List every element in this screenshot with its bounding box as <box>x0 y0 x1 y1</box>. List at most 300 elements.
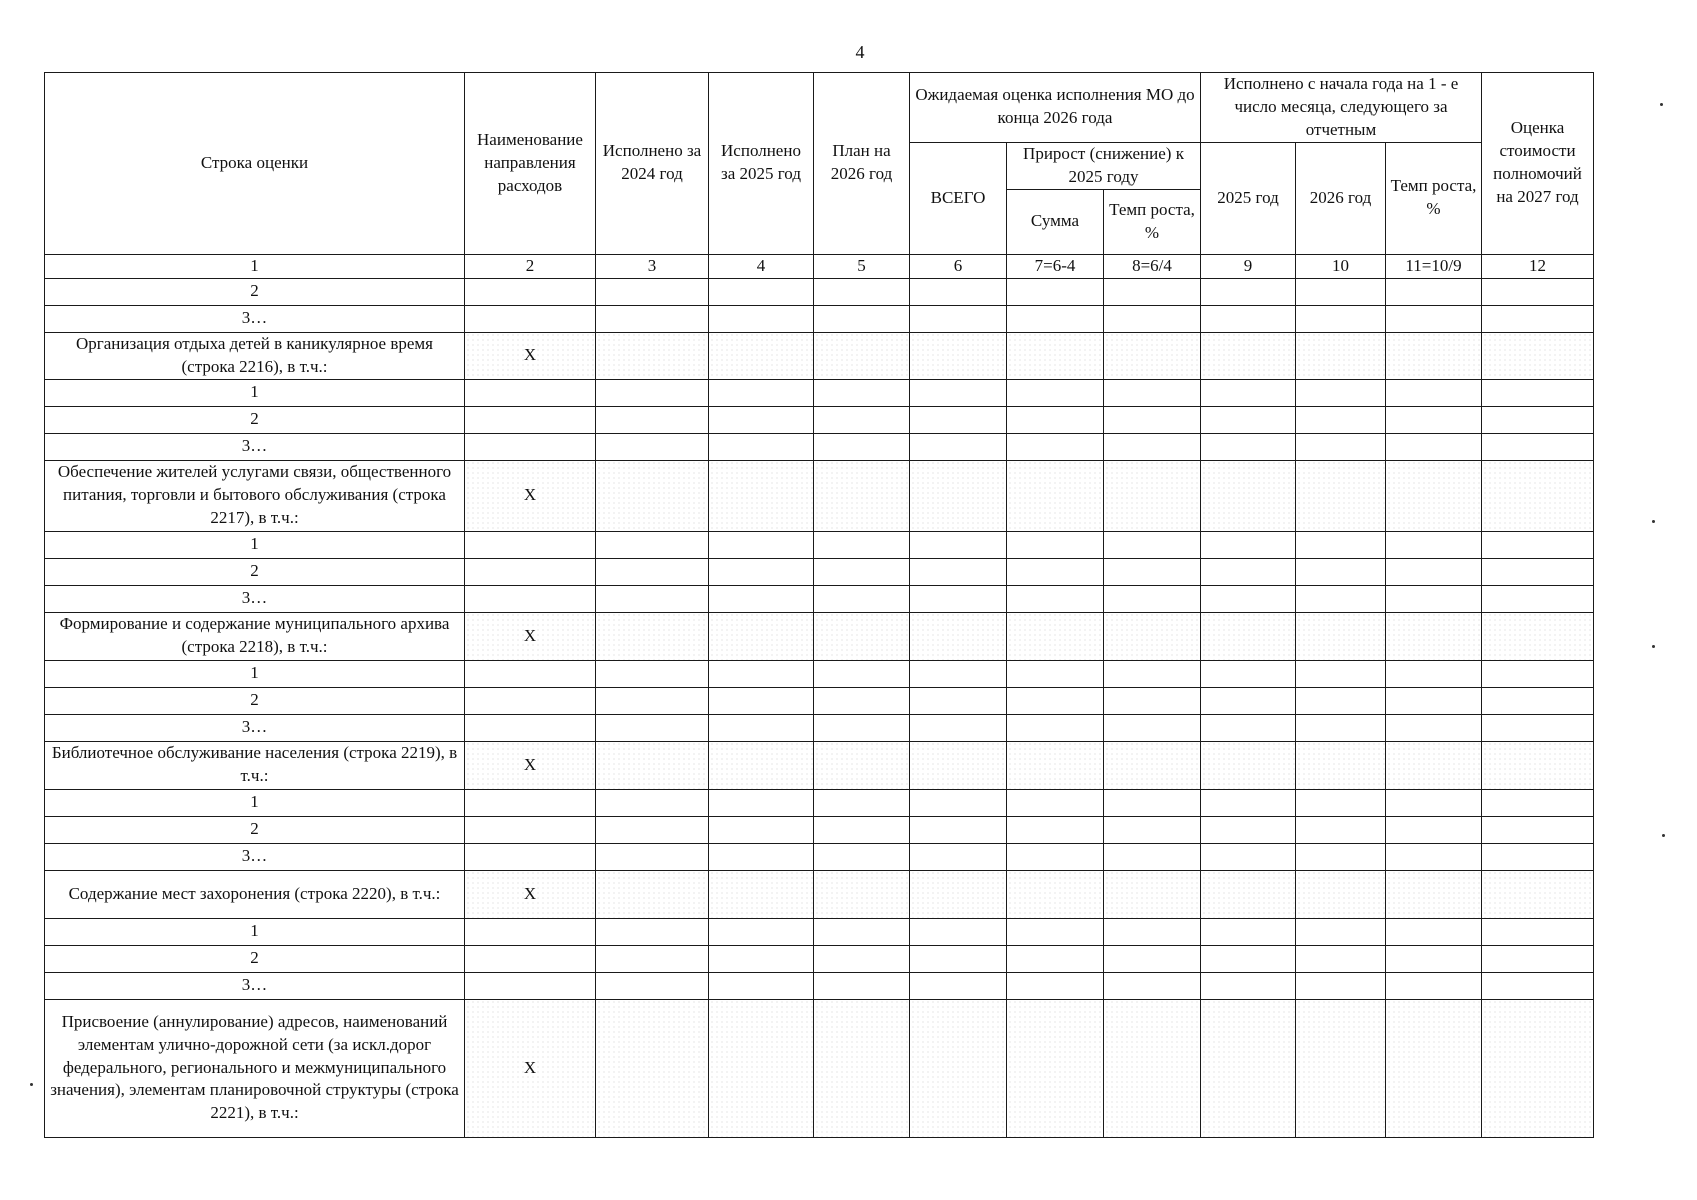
column-number: 3 <box>596 254 709 278</box>
value-cell <box>1482 789 1594 816</box>
value-cell <box>1007 612 1104 660</box>
sub-row-number: 2 <box>45 945 465 972</box>
value-cell <box>910 789 1007 816</box>
section-row <box>45 612 1594 660</box>
value-cell <box>1296 714 1386 741</box>
value-cell <box>910 612 1007 660</box>
value-cell <box>1201 406 1296 433</box>
section-label: Формирование и содержание муниципального архива (строка 2218), в т.ч.: <box>45 612 465 660</box>
value-cell <box>596 278 709 305</box>
value-cell <box>1104 816 1201 843</box>
header-growth-group: Прирост (снижение) к 2025 году <box>1007 142 1201 189</box>
value-cell <box>1482 741 1594 789</box>
direction-mark <box>465 585 596 612</box>
value-cell <box>1104 612 1201 660</box>
value-cell <box>1296 870 1386 918</box>
value-cell <box>1296 406 1386 433</box>
value-cell <box>709 332 814 379</box>
sub-row-number: 3… <box>45 843 465 870</box>
value-cell <box>596 870 709 918</box>
value-cell <box>814 843 910 870</box>
value-cell <box>814 278 910 305</box>
value-cell <box>596 531 709 558</box>
direction-mark <box>465 660 596 687</box>
value-cell <box>709 741 814 789</box>
value-cell <box>1007 918 1104 945</box>
sub-row-number: 1 <box>45 379 465 406</box>
section-row <box>45 332 1594 379</box>
value-cell <box>1482 870 1594 918</box>
value-cell <box>1386 332 1482 379</box>
value-cell <box>1007 843 1104 870</box>
value-cell <box>1104 741 1201 789</box>
header-exec-2025: Исполнено за 2025 год <box>709 73 814 255</box>
value-cell <box>1296 531 1386 558</box>
sub-row <box>45 278 1594 305</box>
value-cell <box>1201 714 1296 741</box>
value-cell <box>910 816 1007 843</box>
value-cell <box>814 379 910 406</box>
value-cell <box>1201 972 1296 999</box>
direction-mark <box>465 531 596 558</box>
value-cell <box>1296 305 1386 332</box>
value-cell <box>596 305 709 332</box>
value-cell <box>1007 870 1104 918</box>
value-cell <box>596 612 709 660</box>
value-cell <box>1104 843 1201 870</box>
direction-mark <box>465 972 596 999</box>
value-cell <box>1386 714 1482 741</box>
value-cell <box>1482 379 1594 406</box>
value-cell <box>1201 278 1296 305</box>
sub-row <box>45 918 1594 945</box>
header-row-label: Строка оценки <box>45 73 465 255</box>
header-direction: Наименование направления расходов <box>465 73 596 255</box>
value-cell <box>1296 460 1386 531</box>
sub-row-number: 3… <box>45 585 465 612</box>
column-number: 10 <box>1296 254 1386 278</box>
value-cell <box>1296 433 1386 460</box>
value-cell <box>1201 379 1296 406</box>
value-cell <box>1296 585 1386 612</box>
value-cell <box>1007 278 1104 305</box>
value-cell <box>1386 585 1482 612</box>
sub-row <box>45 945 1594 972</box>
direction-mark <box>465 406 596 433</box>
value-cell <box>1296 918 1386 945</box>
value-cell <box>1007 945 1104 972</box>
value-cell <box>1007 714 1104 741</box>
value-cell <box>910 531 1007 558</box>
value-cell <box>709 460 814 531</box>
value-cell <box>814 433 910 460</box>
value-cell <box>814 816 910 843</box>
value-cell <box>1296 687 1386 714</box>
sub-row <box>45 585 1594 612</box>
sub-row-number: 2 <box>45 687 465 714</box>
sub-row-number: 1 <box>45 531 465 558</box>
value-cell <box>1296 741 1386 789</box>
value-cell <box>1386 278 1482 305</box>
value-cell <box>1104 870 1201 918</box>
section-label: Обеспечение жителей услугами связи, общественного питания, торговли и бытового обслуживания (строка 2217), в т.ч.: <box>45 460 465 531</box>
section-row <box>45 460 1594 531</box>
value-cell <box>709 278 814 305</box>
direction-mark: Х <box>465 332 596 379</box>
value-cell <box>1386 660 1482 687</box>
sub-row <box>45 305 1594 332</box>
sub-row-number: 1 <box>45 660 465 687</box>
value-cell <box>814 585 910 612</box>
sub-row <box>45 816 1594 843</box>
sub-row <box>45 531 1594 558</box>
value-cell <box>709 585 814 612</box>
value-cell <box>1104 433 1201 460</box>
value-cell <box>1296 999 1386 1137</box>
value-cell <box>709 714 814 741</box>
value-cell <box>596 406 709 433</box>
value-cell <box>709 918 814 945</box>
value-cell <box>814 999 910 1137</box>
header-sum: Сумма <box>1007 189 1104 254</box>
value-cell <box>1386 999 1482 1137</box>
value-cell <box>1007 585 1104 612</box>
section-label: Присвоение (аннулирование) адресов, наименований элементам улично-дорожной сети (за искл.дорог федерального, регионального и межмуниципального значения), элементам планировочной структуры (строка 2221), в т.ч.: <box>45 999 465 1137</box>
column-number: 4 <box>709 254 814 278</box>
value-cell <box>709 379 814 406</box>
direction-mark <box>465 714 596 741</box>
value-cell <box>1386 687 1482 714</box>
value-cell <box>814 714 910 741</box>
value-cell <box>1007 816 1104 843</box>
direction-mark: Х <box>465 460 596 531</box>
value-cell <box>910 379 1007 406</box>
value-cell <box>1296 843 1386 870</box>
value-cell <box>1386 558 1482 585</box>
value-cell <box>1007 332 1104 379</box>
section-label: Содержание мест захоронения (строка 2220), в т.ч.: <box>45 870 465 918</box>
column-number: 12 <box>1482 254 1594 278</box>
value-cell <box>814 870 910 918</box>
value-cell <box>1104 999 1201 1137</box>
section-label: Организация отдыха детей в каникулярное время (строка 2216), в т.ч.: <box>45 332 465 379</box>
value-cell <box>1482 278 1594 305</box>
value-cell <box>1386 972 1482 999</box>
sub-row-number: 1 <box>45 789 465 816</box>
value-cell <box>1386 531 1482 558</box>
value-cell <box>1386 843 1482 870</box>
value-cell <box>1482 558 1594 585</box>
value-cell <box>910 585 1007 612</box>
value-cell <box>1007 379 1104 406</box>
value-cell <box>910 433 1007 460</box>
header-ytd-2025: 2025 год <box>1201 142 1296 254</box>
value-cell <box>709 816 814 843</box>
column-number-row <box>45 254 1594 278</box>
value-cell <box>814 332 910 379</box>
value-cell <box>1104 660 1201 687</box>
value-cell <box>1104 332 1201 379</box>
header-rate: Темп роста, % <box>1104 189 1201 254</box>
value-cell <box>709 789 814 816</box>
value-cell <box>1104 687 1201 714</box>
sub-row-number: 1 <box>45 918 465 945</box>
column-number: 11=10/9 <box>1386 254 1482 278</box>
value-cell <box>1296 379 1386 406</box>
section-label: Библиотечное обслуживание населения (строка 2219), в т.ч.: <box>45 741 465 789</box>
direction-mark <box>465 379 596 406</box>
value-cell <box>1007 660 1104 687</box>
value-cell <box>1007 433 1104 460</box>
sub-row <box>45 789 1594 816</box>
value-cell <box>596 379 709 406</box>
value-cell <box>596 843 709 870</box>
column-number: 1 <box>45 254 465 278</box>
value-cell <box>709 687 814 714</box>
value-cell <box>1104 972 1201 999</box>
value-cell <box>814 660 910 687</box>
direction-mark <box>465 843 596 870</box>
value-cell <box>1482 816 1594 843</box>
value-cell <box>709 433 814 460</box>
value-cell <box>910 714 1007 741</box>
value-cell <box>1482 945 1594 972</box>
sub-row-number: 2 <box>45 558 465 585</box>
value-cell <box>1201 918 1296 945</box>
value-cell <box>1104 945 1201 972</box>
value-cell <box>910 278 1007 305</box>
value-cell <box>910 945 1007 972</box>
column-number: 6 <box>910 254 1007 278</box>
value-cell <box>1201 789 1296 816</box>
value-cell <box>1201 660 1296 687</box>
header-plan-2026: План на 2026 год <box>814 73 910 255</box>
value-cell <box>1007 789 1104 816</box>
value-cell <box>1104 918 1201 945</box>
scan-speck <box>1652 520 1655 523</box>
sub-row <box>45 558 1594 585</box>
scan-speck <box>1652 645 1655 648</box>
value-cell <box>814 612 910 660</box>
sub-row <box>45 972 1594 999</box>
value-cell <box>910 843 1007 870</box>
column-number: 2 <box>465 254 596 278</box>
value-cell <box>1482 714 1594 741</box>
value-cell <box>709 945 814 972</box>
value-cell <box>1201 843 1296 870</box>
value-cell <box>1386 945 1482 972</box>
value-cell <box>1296 558 1386 585</box>
direction-mark <box>465 816 596 843</box>
value-cell <box>910 305 1007 332</box>
value-cell <box>596 816 709 843</box>
value-cell <box>709 972 814 999</box>
direction-mark: Х <box>465 612 596 660</box>
direction-mark <box>465 918 596 945</box>
value-cell <box>1482 999 1594 1137</box>
direction-mark: Х <box>465 741 596 789</box>
section-row <box>45 870 1594 918</box>
value-cell <box>596 585 709 612</box>
value-cell <box>1296 660 1386 687</box>
value-cell <box>596 660 709 687</box>
value-cell <box>1201 870 1296 918</box>
direction-mark: Х <box>465 870 596 918</box>
scan-speck <box>1660 103 1663 106</box>
value-cell <box>910 918 1007 945</box>
section-row <box>45 999 1594 1137</box>
scan-speck <box>1662 834 1665 837</box>
value-cell <box>1007 741 1104 789</box>
value-cell <box>910 406 1007 433</box>
column-number: 8=6/4 <box>1104 254 1201 278</box>
value-cell <box>596 789 709 816</box>
value-cell <box>814 972 910 999</box>
sub-row <box>45 843 1594 870</box>
value-cell <box>1482 332 1594 379</box>
value-cell <box>1296 816 1386 843</box>
value-cell <box>814 687 910 714</box>
value-cell <box>709 660 814 687</box>
value-cell <box>596 918 709 945</box>
value-cell <box>1007 999 1104 1137</box>
header-ytd-rate: Темп роста, % <box>1386 142 1482 254</box>
value-cell <box>910 460 1007 531</box>
value-cell <box>1386 789 1482 816</box>
header-ytd-group: Исполнено с начала года на 1 - е число месяца, следующего за отчетным <box>1201 73 1482 143</box>
value-cell <box>709 870 814 918</box>
sub-row-number: 3… <box>45 714 465 741</box>
table-body <box>45 278 1594 1137</box>
sub-row-number: 2 <box>45 406 465 433</box>
value-cell <box>709 558 814 585</box>
value-cell <box>1386 612 1482 660</box>
value-cell <box>910 972 1007 999</box>
value-cell <box>814 406 910 433</box>
value-cell <box>1104 789 1201 816</box>
value-cell <box>814 460 910 531</box>
column-number: 9 <box>1201 254 1296 278</box>
sub-row <box>45 714 1594 741</box>
value-cell <box>1386 433 1482 460</box>
value-cell <box>1201 816 1296 843</box>
value-cell <box>910 687 1007 714</box>
value-cell <box>1201 305 1296 332</box>
value-cell <box>1386 816 1482 843</box>
value-cell <box>1201 460 1296 531</box>
value-cell <box>1007 531 1104 558</box>
value-cell <box>1201 945 1296 972</box>
value-cell <box>1104 379 1201 406</box>
direction-mark <box>465 433 596 460</box>
sub-row <box>45 660 1594 687</box>
direction-mark <box>465 558 596 585</box>
page-number: 4 <box>855 42 865 62</box>
value-cell <box>1201 585 1296 612</box>
value-cell <box>1482 531 1594 558</box>
direction-mark <box>465 278 596 305</box>
direction-mark <box>465 687 596 714</box>
value-cell <box>709 843 814 870</box>
value-cell <box>596 433 709 460</box>
value-cell <box>709 531 814 558</box>
value-cell <box>1482 305 1594 332</box>
value-cell <box>814 531 910 558</box>
value-cell <box>1201 999 1296 1137</box>
value-cell <box>1296 789 1386 816</box>
value-cell <box>1296 972 1386 999</box>
value-cell <box>596 741 709 789</box>
value-cell <box>1201 612 1296 660</box>
value-cell <box>1201 687 1296 714</box>
value-cell <box>814 945 910 972</box>
value-cell <box>709 999 814 1137</box>
value-cell <box>910 332 1007 379</box>
value-cell <box>1104 278 1201 305</box>
value-cell <box>1482 460 1594 531</box>
value-cell <box>1007 558 1104 585</box>
value-cell <box>814 789 910 816</box>
value-cell <box>1482 843 1594 870</box>
value-cell <box>910 870 1007 918</box>
value-cell <box>1296 612 1386 660</box>
sub-row <box>45 379 1594 406</box>
value-cell <box>1296 332 1386 379</box>
value-cell <box>1386 305 1482 332</box>
value-cell <box>1201 433 1296 460</box>
value-cell <box>596 714 709 741</box>
direction-mark <box>465 945 596 972</box>
value-cell <box>596 999 709 1137</box>
sub-row-number: 3… <box>45 305 465 332</box>
value-cell <box>1007 972 1104 999</box>
sub-row <box>45 406 1594 433</box>
value-cell <box>1482 612 1594 660</box>
sub-row-number: 2 <box>45 278 465 305</box>
value-cell <box>596 332 709 379</box>
value-cell <box>1104 305 1201 332</box>
value-cell <box>1201 332 1296 379</box>
value-cell <box>1482 660 1594 687</box>
column-number: 5 <box>814 254 910 278</box>
value-cell <box>910 741 1007 789</box>
value-cell <box>1482 918 1594 945</box>
section-row <box>45 741 1594 789</box>
sub-row-number: 3… <box>45 972 465 999</box>
budget-assessment-table <box>44 72 1594 1138</box>
sub-row-number: 3… <box>45 433 465 460</box>
direction-mark <box>465 305 596 332</box>
value-cell <box>1482 972 1594 999</box>
value-cell <box>1482 585 1594 612</box>
value-cell <box>1007 460 1104 531</box>
value-cell <box>1482 433 1594 460</box>
value-cell <box>1104 558 1201 585</box>
value-cell <box>1201 741 1296 789</box>
value-cell <box>910 558 1007 585</box>
value-cell <box>1007 406 1104 433</box>
value-cell <box>596 558 709 585</box>
header-ytd-2026: 2026 год <box>1296 142 1386 254</box>
sub-row <box>45 433 1594 460</box>
value-cell <box>1201 558 1296 585</box>
header-total: ВСЕГО <box>910 142 1007 254</box>
value-cell <box>1386 460 1482 531</box>
value-cell <box>1296 278 1386 305</box>
value-cell <box>1104 460 1201 531</box>
value-cell <box>1482 406 1594 433</box>
value-cell <box>910 660 1007 687</box>
